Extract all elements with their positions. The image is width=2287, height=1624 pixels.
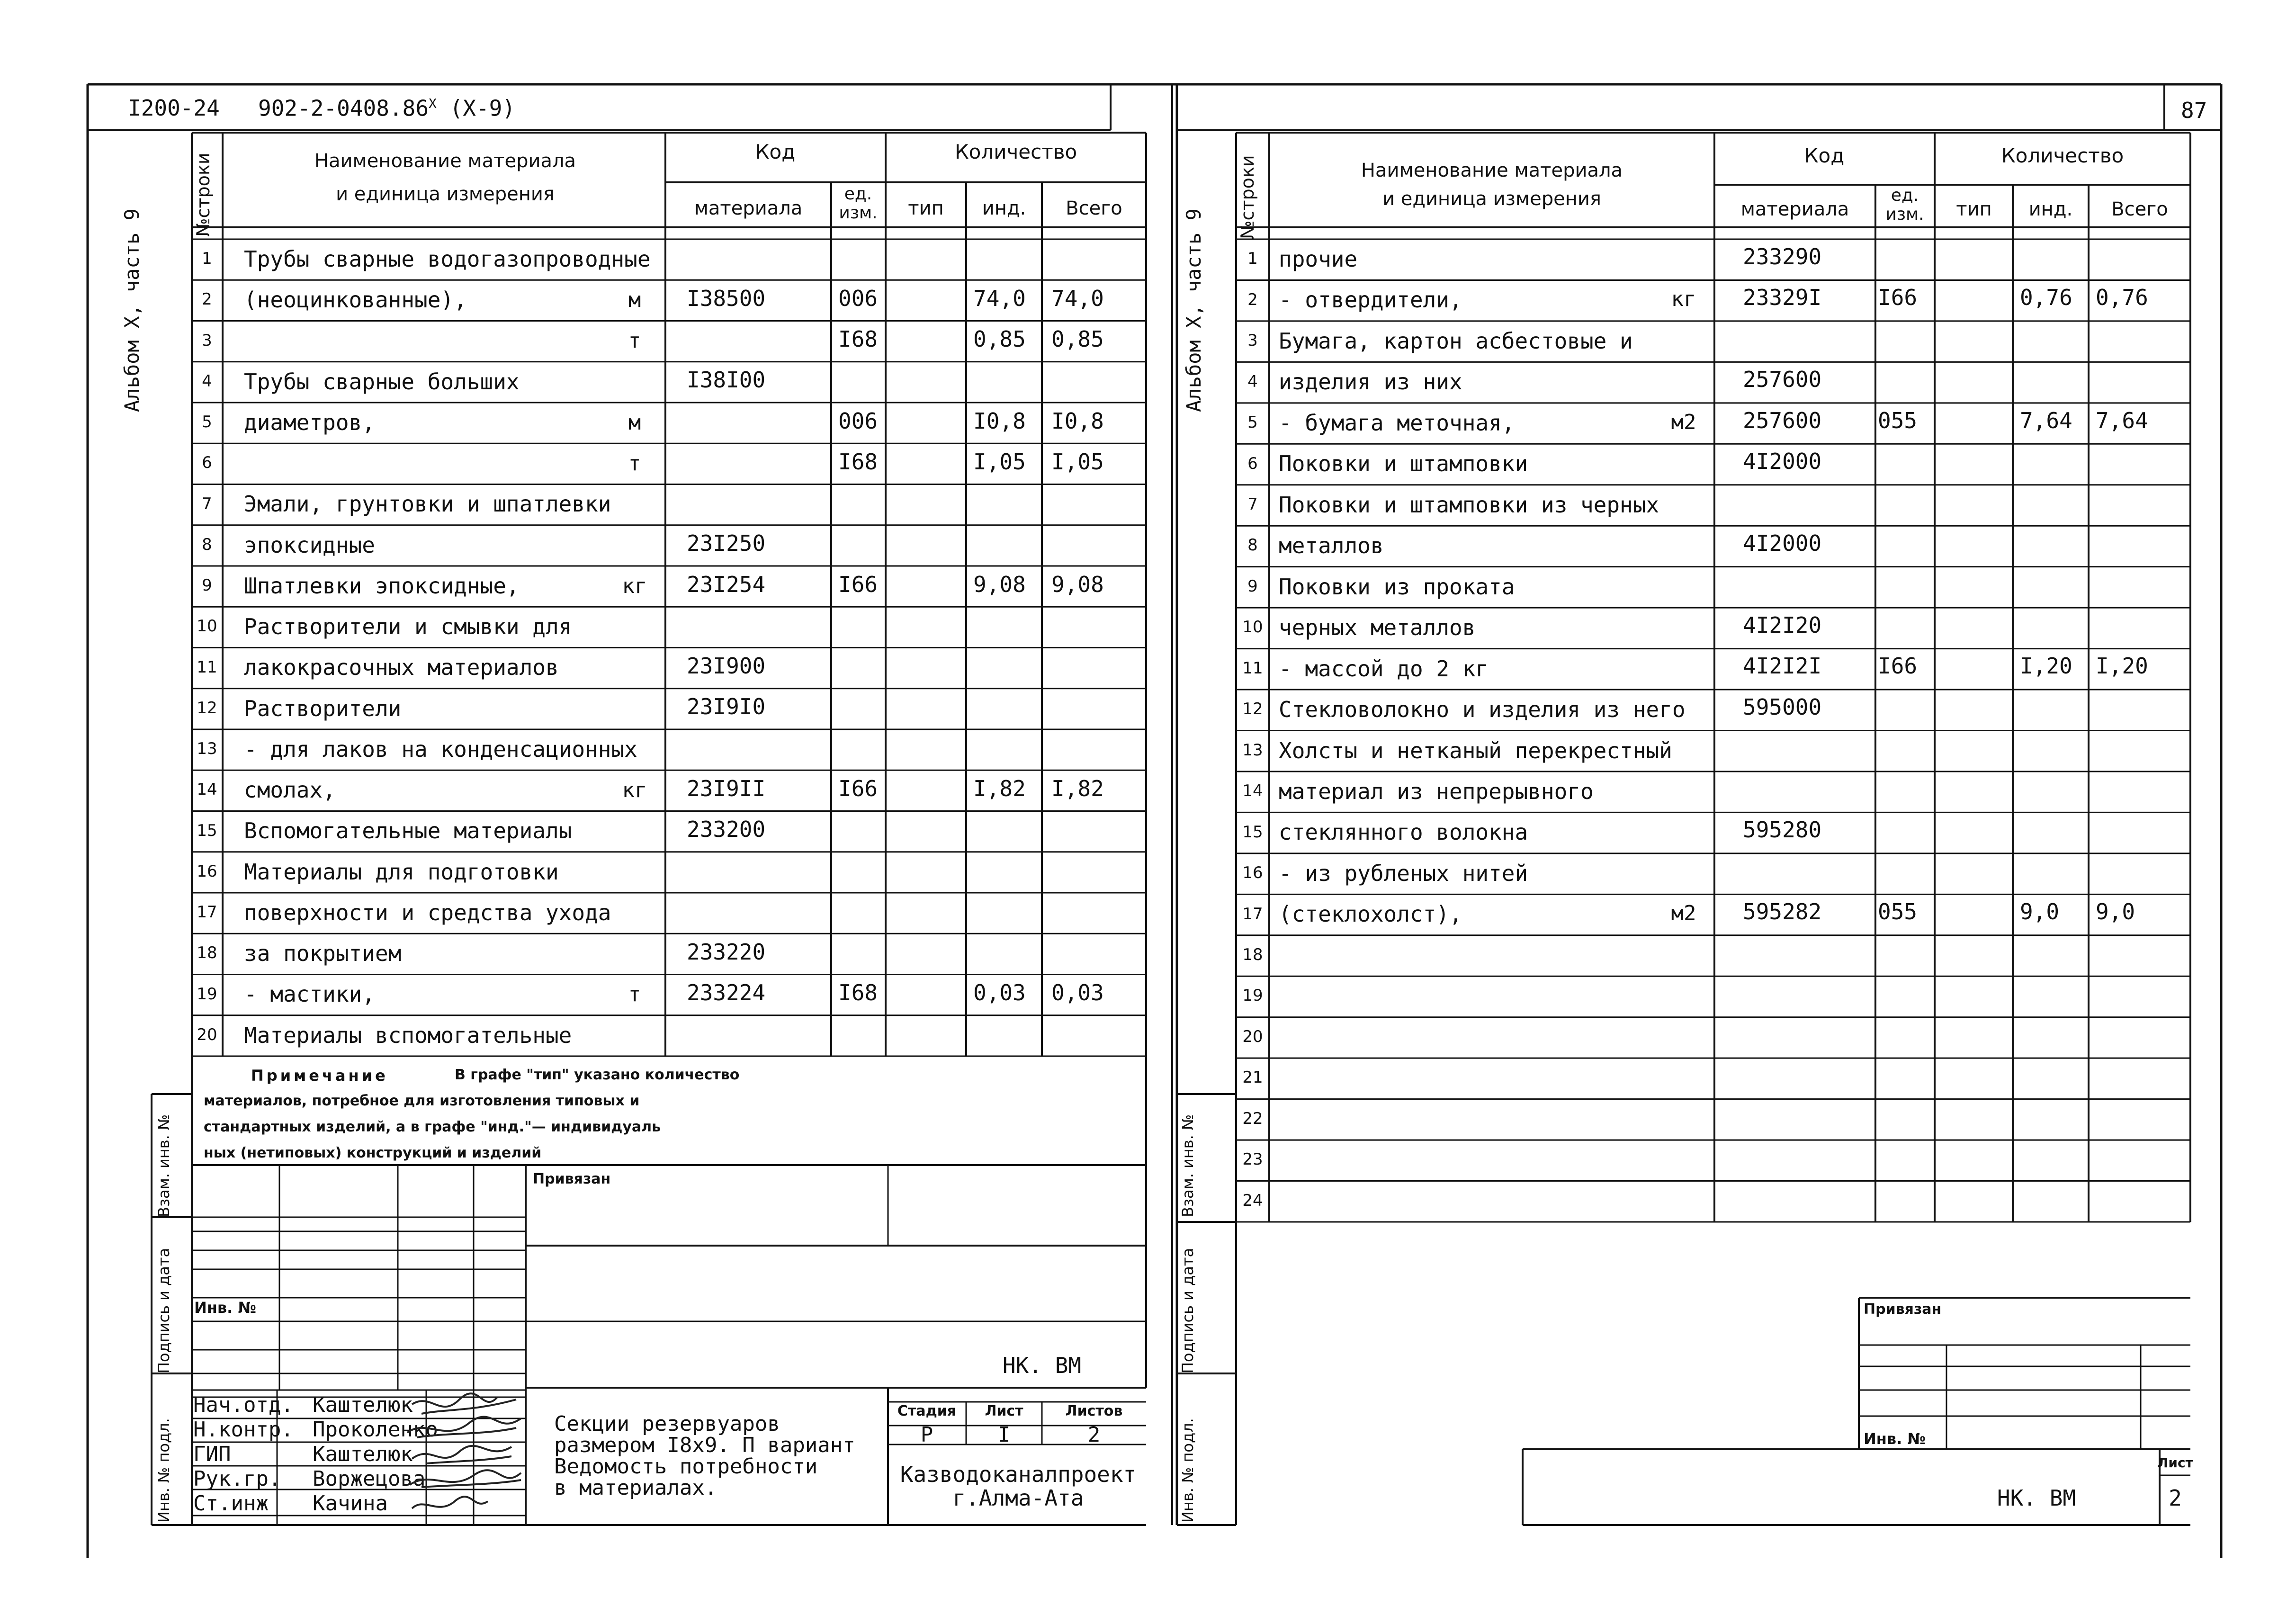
- inv-no-label: Инв. №: [194, 1299, 256, 1317]
- row-number: 14: [1242, 781, 1263, 801]
- material-name: - для лаков на конденсационных: [244, 736, 637, 762]
- material-code: 23I9I0: [687, 694, 766, 720]
- material-name: прочие: [1279, 246, 1358, 272]
- row-number: 13: [1242, 740, 1263, 760]
- col-header-qty: Количество: [954, 140, 1077, 163]
- person-name: Воржецова: [313, 1467, 426, 1491]
- unit-code: I68: [838, 449, 878, 475]
- qty-ind: 0,03: [973, 980, 1026, 1006]
- row-number: 19: [1242, 986, 1263, 1005]
- unit-name: кг: [622, 574, 647, 598]
- sheet-label: Лист: [2157, 1455, 2193, 1471]
- col-header-ind: инд.: [2028, 198, 2073, 220]
- col-header-unit: изм.: [1885, 205, 1924, 224]
- person-role: Ст.инж: [193, 1491, 269, 1516]
- row-number: 17: [1242, 904, 1263, 924]
- col-header-name: Наименование материала: [1361, 160, 1623, 181]
- material-name: Бумага, картон асбестовые и: [1279, 328, 1633, 354]
- row-number: 4: [202, 371, 212, 391]
- material-name: материал из непрерывного: [1279, 778, 1594, 804]
- row-number: 3: [202, 331, 212, 350]
- material-code: 233220: [687, 939, 766, 965]
- material-code: 4I2000: [1743, 530, 1822, 556]
- material-name: Трубы сварные больших: [244, 368, 520, 395]
- note-line: стандартных изделий, а в графе "инд."— индивидуаль: [204, 1119, 661, 1135]
- material-name: Материалы вспомогательные: [244, 1022, 572, 1048]
- organization-city: г.Алма-Ата: [952, 1485, 1084, 1511]
- material-name: Растворители и смывки для: [244, 614, 572, 640]
- unit-code: 006: [838, 285, 878, 311]
- col-header-name: и единица измерения: [1382, 188, 1601, 210]
- stamp-label-inv: Инв. № подл.: [1179, 1418, 1197, 1523]
- sheet-value: 2: [2169, 1485, 2182, 1511]
- material-name: Трубы сварные водогазопроводные: [244, 246, 651, 272]
- material-code: 4I2I2I: [1743, 653, 1822, 679]
- qty-ind: I,05: [973, 449, 1026, 475]
- material-code: I38I00: [687, 367, 766, 393]
- qty-total: 9,0: [2096, 899, 2135, 925]
- row-number: 1: [1247, 249, 1258, 269]
- col-header-name: и единица измерения: [336, 183, 555, 205]
- material-name: - из рубленых нитей: [1279, 860, 1528, 886]
- note-title: Примечание: [251, 1067, 388, 1085]
- material-name: металлов: [1279, 533, 1384, 559]
- unit-name: м: [628, 410, 641, 435]
- material-name: поверхности и средства ухода: [244, 899, 611, 925]
- unit-code: I68: [838, 980, 878, 1006]
- person-role: Н.контр.: [193, 1418, 294, 1442]
- unit-name: кг: [622, 778, 647, 802]
- qty-total: I,82: [1051, 775, 1104, 801]
- col-header-type: тип: [1956, 198, 1992, 220]
- material-code: 595282: [1743, 899, 1822, 925]
- row-number: 10: [1242, 618, 1263, 637]
- qty-total: I0,8: [1051, 408, 1104, 434]
- row-number: 6: [1247, 454, 1258, 473]
- document-title: Секции резервуаров: [554, 1412, 780, 1436]
- col-header-total: Всего: [1066, 197, 1122, 219]
- row-number: 7: [202, 494, 212, 513]
- stamp-label-inv: Инв. № подл.: [155, 1418, 173, 1523]
- material-name: Холсты и нетканый перекрестный: [1279, 737, 1672, 763]
- material-name: за покрытием: [244, 941, 402, 967]
- material-code: 23I250: [687, 530, 766, 556]
- material-code: 23329I: [1743, 285, 1822, 311]
- privyazan-label: Привязан: [1864, 1301, 1942, 1318]
- privyazan-label: Привязан: [533, 1171, 611, 1187]
- unit-name: м: [628, 287, 641, 312]
- qty-ind: I0,8: [973, 408, 1026, 434]
- qty-total: I,05: [1051, 449, 1104, 475]
- unit-code: 006: [838, 408, 878, 434]
- sheet-value: I: [997, 1423, 1011, 1447]
- qty-total: 0,03: [1051, 980, 1104, 1006]
- material-code: 233200: [687, 816, 766, 843]
- page-number: 87: [2181, 98, 2207, 123]
- unit-name: м2: [1671, 410, 1696, 434]
- unit-code: I66: [838, 775, 878, 801]
- col-header-rowno: №строки: [193, 153, 214, 237]
- row-number: 18: [1242, 945, 1263, 964]
- row-number: 5: [1247, 413, 1258, 432]
- unit-name: т: [628, 982, 641, 1007]
- qty-ind: 0,85: [973, 326, 1026, 352]
- person-role: Нач.отд.: [193, 1393, 294, 1417]
- material-name: смолах,: [244, 777, 336, 803]
- material-code: I38500: [687, 285, 766, 311]
- unit-code: I66: [1878, 285, 1918, 311]
- row-number: 12: [1242, 700, 1263, 719]
- signatures-image: [403, 1390, 526, 1518]
- col-header-ind: инд.: [982, 197, 1026, 219]
- material-code: 233290: [1743, 243, 1822, 269]
- stage-label: Стадия: [897, 1403, 957, 1419]
- row-number: 18: [197, 943, 217, 963]
- stage-value: Р: [920, 1423, 933, 1447]
- material-name: Поковки и штамповки из черных: [1279, 492, 1659, 518]
- album-label-left: Альбом X, часть 9: [120, 208, 143, 412]
- qty-total: 9,08: [1051, 571, 1104, 597]
- person-role: ГИП: [193, 1442, 231, 1466]
- unit-code: I66: [838, 571, 878, 597]
- qty-total: 0,76: [2096, 285, 2148, 311]
- stamp-label-vzam: Взам. инв. №: [155, 1114, 173, 1217]
- material-name: Шпатлевки эпоксидные,: [244, 573, 520, 599]
- row-number: 20: [197, 1025, 217, 1044]
- unit-code: 055: [1878, 407, 1918, 433]
- row-number: 9: [1247, 576, 1258, 596]
- row-number: 23: [1242, 1150, 1263, 1169]
- person-role: Рук.гр.: [193, 1467, 281, 1491]
- stamp-label-podpis: Подпись и дата: [155, 1247, 173, 1373]
- material-code: 257600: [1743, 407, 1822, 433]
- col-header-total: Всего: [2111, 198, 2168, 220]
- row-number: 8: [1247, 536, 1258, 555]
- material-name: диаметров,: [244, 409, 375, 435]
- qty-total: 0,85: [1051, 326, 1104, 352]
- document-title: Ведомость потребности: [554, 1454, 818, 1479]
- qty-ind: 0,76: [2020, 285, 2072, 311]
- qty-ind: I,20: [2020, 653, 2072, 679]
- material-name: Эмали, грунтовки и шпатлевки: [244, 491, 611, 517]
- unit-code: 055: [1878, 899, 1918, 925]
- material-code: 23I9II: [687, 775, 766, 801]
- material-code: 595000: [1743, 694, 1822, 720]
- row-number: 22: [1242, 1109, 1263, 1128]
- col-header-unit: ед.: [844, 184, 872, 204]
- material-name: лакокрасочных материалов: [244, 655, 559, 681]
- material-code: 4I2000: [1743, 449, 1822, 475]
- row-number: 16: [197, 861, 217, 881]
- col-header-qty: Количество: [2001, 144, 2124, 167]
- sheets-value: 2: [1087, 1423, 1101, 1447]
- row-number: 15: [1242, 822, 1263, 842]
- row-number: 4: [1247, 372, 1258, 391]
- material-name: Растворители: [244, 695, 402, 721]
- document-title: размером I8x9. П вариант: [554, 1433, 855, 1457]
- person-name: Качина: [313, 1491, 388, 1516]
- qty-total: 7,64: [2096, 407, 2148, 433]
- material-name: (стеклохолст),: [1279, 901, 1462, 927]
- material-code: 23I254: [687, 571, 766, 597]
- note-line: ных (нетиповых) конструкций и изделий: [204, 1145, 542, 1161]
- col-header-material: материала: [694, 197, 803, 219]
- row-number: 15: [197, 821, 217, 840]
- row-number: 5: [202, 413, 212, 432]
- row-number: 2: [1247, 290, 1258, 309]
- material-name: (неоцинкованные),: [244, 287, 467, 313]
- row-number: 12: [197, 698, 217, 718]
- material-name: Стекловолокно и изделия из него: [1279, 697, 1686, 723]
- row-number: 3: [1247, 331, 1258, 350]
- col-header-type: тип: [908, 197, 944, 219]
- material-name: стеклянного волокна: [1279, 819, 1528, 845]
- unit-name: т: [628, 451, 641, 476]
- doc-code: I200-24: [128, 95, 220, 121]
- sheet-label: Лист: [985, 1403, 1023, 1419]
- mark-code: НК. ВМ: [1002, 1353, 1082, 1378]
- stamp-label-podpis: Подпись и дата: [1179, 1247, 1197, 1373]
- material-name: Поковки и штамповки: [1279, 451, 1528, 477]
- material-name: - массой до 2 кг: [1279, 655, 1489, 682]
- sheets-label: Листов: [1065, 1403, 1123, 1419]
- row-number: 16: [1242, 863, 1263, 883]
- material-code: 4I2I20: [1743, 612, 1822, 638]
- unit-name: м2: [1671, 901, 1696, 926]
- series-code: $902-2-0408.86^X$ (X-9): [258, 95, 516, 121]
- material-code: 595280: [1743, 817, 1822, 843]
- document-title: в материалах.: [554, 1476, 717, 1500]
- unit-code: I68: [838, 326, 878, 352]
- material-name: эпоксидные: [244, 532, 375, 558]
- row-number: 21: [1242, 1068, 1263, 1087]
- material-name: - мастики,: [244, 981, 375, 1007]
- note-line: В графе "тип" указано количество: [455, 1067, 740, 1083]
- person-name: Каштелюк: [313, 1393, 413, 1417]
- material-code: 257600: [1743, 367, 1822, 393]
- row-number: 20: [1242, 1027, 1263, 1046]
- material-name: Поковки из проката: [1279, 574, 1515, 600]
- person-name: Проколенко: [313, 1418, 438, 1442]
- material-code: 233224: [687, 980, 766, 1006]
- row-number: 8: [202, 535, 212, 554]
- row-number: 9: [202, 576, 212, 595]
- material-name: - бумага меточная,: [1279, 410, 1515, 436]
- unit-name: кг: [1671, 287, 1696, 312]
- row-number: 13: [197, 739, 217, 759]
- col-header-unit: ед.: [1891, 186, 1919, 205]
- row-number: 10: [197, 617, 217, 636]
- row-number: 11: [1242, 658, 1263, 678]
- row-number: 2: [202, 290, 212, 309]
- col-header-code: Код: [755, 140, 796, 163]
- organization: Казводоканалпроект: [900, 1462, 1137, 1487]
- row-number: 14: [197, 780, 217, 799]
- row-number: 17: [197, 903, 217, 922]
- album-label-right: Альбом X, часть 9: [1182, 208, 1205, 412]
- material-name: изделия из них: [1279, 369, 1462, 395]
- material-name: - отвердители,: [1279, 287, 1462, 313]
- qty-ind: 9,08: [973, 571, 1026, 597]
- qty-total: 74,0: [1051, 285, 1104, 311]
- inv-no-label: Инв. №: [1864, 1430, 1926, 1448]
- unit-name: т: [628, 329, 641, 353]
- stamp-label-vzam: Взам. инв. №: [1179, 1114, 1197, 1217]
- col-header-code: Код: [1804, 144, 1845, 167]
- qty-total: I,20: [2096, 653, 2148, 679]
- qty-ind: I,82: [973, 775, 1026, 801]
- col-header-material: материала: [1740, 198, 1849, 220]
- row-number: 6: [202, 453, 212, 473]
- row-number: 1: [202, 249, 212, 269]
- qty-ind: 74,0: [973, 285, 1026, 311]
- person-name: Каштелюк: [313, 1442, 413, 1466]
- col-header-unit: изм.: [839, 203, 878, 223]
- row-number: 24: [1242, 1191, 1263, 1210]
- qty-ind: 7,64: [2020, 407, 2072, 433]
- col-header-name: Наименование материала: [314, 150, 576, 172]
- material-name: Материалы для подготовки: [244, 859, 559, 885]
- material-code: 23I900: [687, 653, 766, 679]
- material-name: черных металлов: [1279, 615, 1476, 641]
- mark-code: НК. ВМ: [1997, 1485, 2076, 1511]
- note-line: материалов, потребное для изготовления типовых и: [204, 1093, 640, 1109]
- material-name: Вспомогательные материалы: [244, 818, 572, 844]
- row-number: 11: [197, 657, 217, 677]
- row-number: 19: [197, 984, 217, 1004]
- unit-code: I66: [1878, 653, 1918, 679]
- col-header-rowno: №строки: [1237, 155, 1258, 239]
- row-number: 7: [1247, 494, 1258, 514]
- qty-ind: 9,0: [2020, 899, 2060, 925]
